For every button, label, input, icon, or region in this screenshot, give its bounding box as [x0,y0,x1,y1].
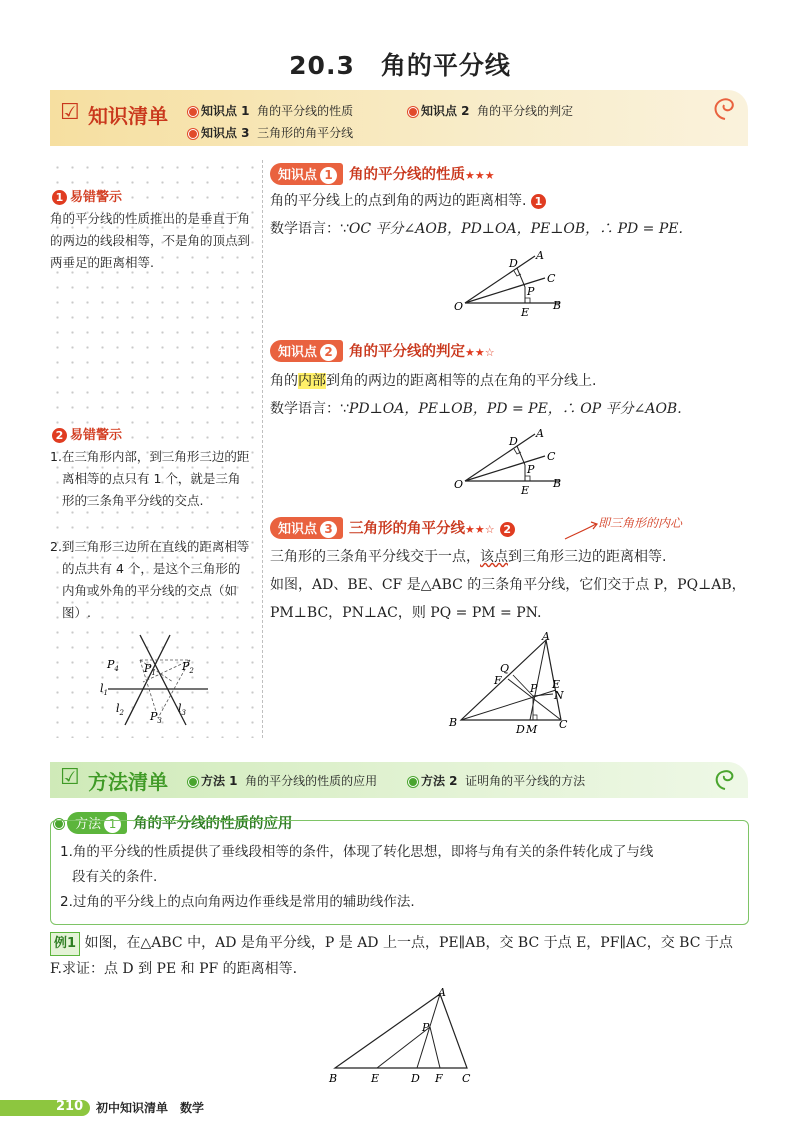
example-tag: 例1 [50,932,80,956]
label-P: P [527,463,535,476]
label-C: C [559,718,568,731]
kp3-figure [446,632,576,740]
check-icon: ☑ [60,765,80,790]
note-marker: 1 [531,194,546,209]
warning-2-item-1: 1.在三角形内部，到三角形三边的距离相等的点只有 1 个，就是三角形的三条角平分线的交点. [50,449,250,508]
label-C: C [547,450,556,463]
footer-text: 初中知识清单 数学 [96,1101,205,1115]
label-B: B [553,477,562,490]
page-title: 20.3 角的平分线 [289,51,511,80]
label-D: D [509,435,518,448]
label-p3: $P_3$ [150,710,162,725]
kp2-figure [450,426,570,498]
page-number: 210 [56,1099,84,1114]
knowledge-tag-3: 知识点 3 三角形的角平分线 [188,124,353,141]
method1-text: 1.角的平分线的性质提供了垂线段相等的条件，体现了转化思想，即将与角有关的条件转化成了与线 段有关的条件. 2.过角的平分线上的点向角两边作垂线是常用的辅助线作法. [60,844,654,910]
example-1-line-2: F.求证：点 D 到 PE 和 PF 的距离相等. [50,961,298,977]
knowledge-tag-2: 知识点 2 角的平分线的判定 [408,102,573,119]
label-P: P [422,1021,430,1034]
excenter-figure [98,630,218,730]
label-C: C [462,1072,471,1085]
label-B: B [553,299,562,312]
warning-1-heading: 1 易错警示 [52,186,122,205]
label-D: D [411,1072,420,1085]
kp1-figure [450,248,570,320]
label-A: A [542,632,550,643]
label-A: A [438,986,446,999]
swirl-icon [710,764,740,792]
knowledge-list-title: 知识清单 [88,104,168,128]
example-1: 例1 如图，在△ABC 中，AD 是角平分线，P 是 AD 上一点，PE∥AB，交 BC 于点 E，PF∥AC，交 BC 于点 [50,932,760,956]
label-A: A [536,249,544,262]
kp2-math-language: 数学语言：∵PD⊥OA，PE⊥OB，PD = PE，∴ OP 平分∠AOB. [270,401,682,417]
label-E: E [521,306,530,319]
label-P: P [530,682,538,695]
underline-mark: 该点 [480,549,508,565]
rating-stars: ★★☆ [465,346,495,359]
label-p4: $P_4$ [107,658,119,673]
kp3-line-2: 如图，AD、BE、CF 是△ABC 的三条角平分线，它们交于点 P，PQ⊥AB， [270,577,746,593]
bullet-icon [408,107,418,117]
bullet-icon [408,777,418,787]
highlight: 内部 [298,373,326,389]
label-E: E [521,484,530,497]
label-B: B [329,1072,338,1085]
label-l3: $l_3$ [178,702,186,717]
kp2-statement: 角的内部到角的两边的距离相等的点在角的平分线上. [270,373,597,389]
kp3-statement: 三角形的三条角平分线交于一点，该点到三角形三边的距离相等. [270,549,667,565]
bullet-icon [188,777,198,787]
rating-stars: ★★★ [465,169,495,182]
method1-heading: 方法 1 角的平分线的性质的应用 [54,812,293,834]
note-marker: 2 [500,522,515,537]
label-M: M [526,723,538,736]
check-icon: ☑ [60,100,80,125]
label-p2: $P_2$ [182,660,194,675]
label-Q: Q [500,662,510,675]
rating-stars: ★★☆ [465,523,495,536]
kp1-math-language: 数学语言：∵OC 平分∠AOB，PD⊥OA，PE⊥OB，∴ PD = PE. [270,221,683,237]
kp3-line-3: PM⊥BC，PN⊥AC，则 PQ = PM = PN. [270,605,542,621]
warning-2-item-2: 2.到三角形三边所在直线的距离相等的点共有 4 个，是这个三角形的内角或外角的平分线的交点（如图）. [50,539,250,620]
label-F: F [494,674,502,687]
label-F: F [435,1072,443,1085]
kp3-heading: 知识点 3 三角形的角平分线★★☆ 2 [270,517,518,539]
label-D: D [509,257,518,270]
method-list-title: 方法清单 [88,770,168,794]
label-E: E [552,678,561,691]
label-E: E [371,1072,380,1085]
method-list-banner [50,762,748,798]
label-P: P [527,285,535,298]
handwritten-note: 即三角形的内心 [598,516,683,530]
label-p1: $P_1$ [144,662,156,677]
bullet-icon [188,129,198,139]
label-B: B [449,716,458,729]
label-O: O [454,478,464,491]
label-C: C [547,272,556,285]
label-D: D [516,723,525,736]
label-l1: $l_1$ [100,682,108,697]
bullet-icon [188,107,198,117]
method-tag-1: 方法 1 角的平分线的性质的应用 [188,772,377,789]
kp1-heading: 知识点 1 角的平分线的性质★★★ [270,163,495,185]
kp2-heading: 知识点 2 角的平分线的判定★★☆ [270,340,495,362]
warning-1-text: 角的平分线的性质推出的是垂直于角的两边的线段相等，不是角的顶点到两垂足的距离相等. [50,211,251,270]
example-figure [322,986,482,1086]
knowledge-list-banner [50,90,748,146]
knowledge-tag-1: 知识点 1 角的平分线的性质 [188,102,353,119]
label-O: O [454,300,464,313]
label-A: A [536,427,544,440]
kp1-statement: 角的平分线上的点到角的两边的距离相等. 1 [270,190,549,212]
label-l2: $l_2$ [116,702,124,717]
divider [262,160,263,738]
swirl-icon [708,92,742,122]
label-N: N [554,689,564,702]
warning-2-heading: 2 易错警示 [52,424,122,443]
method-tag-2: 方法 2 证明角的平分线的方法 [408,772,585,789]
note-arrow-icon [560,512,600,542]
